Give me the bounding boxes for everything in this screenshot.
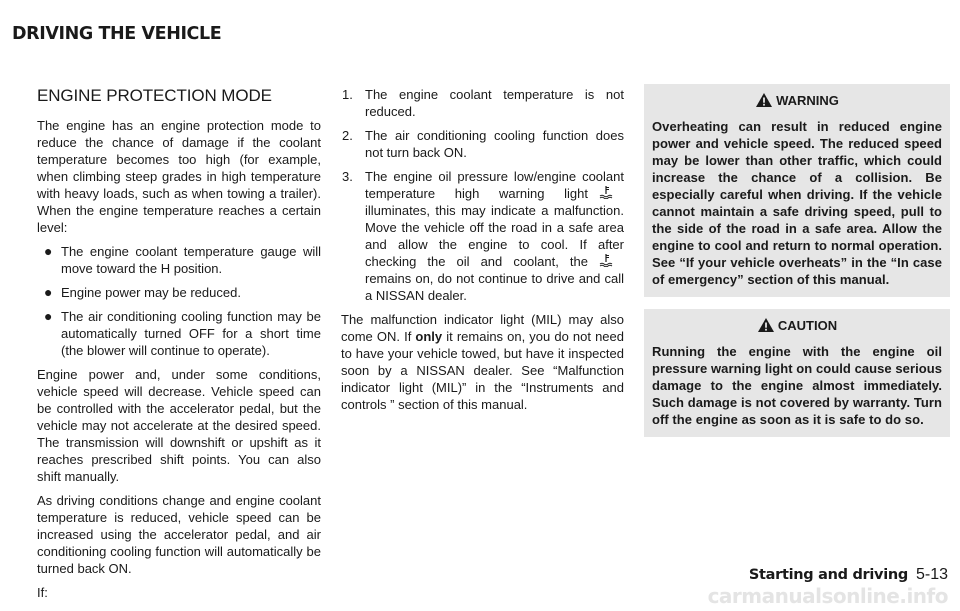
item-text: The engine oil pressure low/engine coolant temperature high warning light	[365, 169, 624, 201]
column-2	[341, 86, 624, 420]
if-paragraph: If:	[37, 585, 48, 600]
list-item	[341, 127, 624, 161]
bullet-icon: ●	[44, 284, 53, 300]
caution-title	[652, 313, 942, 337]
condition-numbered-list	[341, 86, 624, 304]
warning-title-text: WARNING	[776, 92, 839, 108]
engine-protection-heading: ENGINE PROTECTION MODE	[37, 86, 272, 105]
bullet-icon: ●	[44, 308, 53, 324]
mil-text: The malfunction indicator light (MIL) may also come ON. If	[341, 312, 624, 344]
page-footer	[749, 566, 948, 584]
caution-title-text: CAUTION	[777, 317, 838, 333]
bullet-text: The engine coolant temperature gauge will move toward the H position.	[61, 244, 321, 276]
page-number: 5-13	[915, 566, 948, 583]
item-number: 3.	[342, 169, 353, 184]
watermark: carmanualsonline.info	[707, 584, 948, 608]
item-text: The engine coolant temperature is not reduced.	[365, 87, 624, 119]
list-item	[37, 243, 321, 277]
mil-emphasis: only	[415, 329, 443, 344]
item-text: illuminates, this may indicate a malfunction. Move the vehicle off the road in a safe area and allow the engine to cool. If after checking the oil and coolant, the	[365, 203, 624, 269]
bullet-text: Engine power may be reduced.	[61, 285, 241, 300]
warning-box	[644, 84, 950, 297]
mil-paragraph	[341, 311, 624, 413]
driving-conditions-paragraph: As driving conditions change and engine coolant temperature is reduced, vehicle speed can be increased using the accelerator pedal, and air conditioning cooling function will automatically be turned back ON.	[37, 493, 321, 576]
warning-title	[652, 88, 942, 112]
list-item	[37, 308, 321, 359]
chapter-title: Starting and driving	[748, 567, 908, 583]
column-3	[644, 84, 950, 449]
caution-box	[644, 309, 950, 437]
oil-pressure-coolant-warning-light-icon	[588, 253, 624, 266]
warning-triangle-icon	[757, 317, 775, 333]
item-text: The air conditioning cooling function does not turn back ON.	[365, 128, 624, 160]
list-item	[341, 86, 624, 120]
list-item	[37, 284, 321, 301]
item-number: 2.	[342, 128, 353, 143]
list-item	[341, 168, 624, 304]
bullet-icon: ●	[44, 243, 53, 259]
section-header: DRIVING THE VEHICLE	[12, 24, 222, 44]
warning-body: Overheating can result in reduced engine power and vehicle speed. The reduced speed may be lower than other traffic, which could increase the chance of a collision. Be especially careful when driving. If the vehicle cannot maintain a safe driving speed, pull to the side of the road in a safe area. Allow the engine to cool and return to normal operation. See “If your vehicle overheats” in the “In case of emergency” section of this manual.	[652, 119, 942, 287]
protection-bullet-list	[37, 243, 321, 359]
column-1	[37, 86, 321, 608]
mil-text: it remains on, you do not need to have your vehicle towed, but have it inspected soon by a NISSAN dealer. See “Malfunction indicator light (MIL)” in the “Instruments and controls ” section of this manual.	[341, 329, 624, 412]
oil-pressure-coolant-warning-light-icon	[588, 185, 624, 198]
caution-body: Running the engine with the engine oil pressure warning light on could cause serious damage to the engine almost immediately. Such damage is not covered by warranty. Turn off the engine as soon as it is safe to do so.	[652, 344, 942, 427]
warning-triangle-icon	[755, 92, 773, 108]
item-text: remains on, do not continue to drive and call a NISSAN dealer.	[365, 271, 624, 303]
item-number: 1.	[342, 87, 353, 102]
bullet-text: The air conditioning cooling function may be automatically turned OFF for a short time (the blower will continue to operate).	[61, 309, 321, 358]
intro-paragraph: The engine has an engine protection mode to reduce the chance of damage if the coolant temperature becomes too high (for example, when climbing steep grades in high temperature with heavy loads, such as when towing a trailer). When the engine temperature reaches a certain level:	[37, 118, 321, 235]
engine-power-paragraph: Engine power and, under some conditions, vehicle speed will decrease. Vehicle speed can be controlled with the accelerator pedal, but the vehicle may not accelerate at the desired speed. The transmission will downshift or upshift as it reaches prescribed shift points. You can also shift manually.	[37, 367, 321, 484]
